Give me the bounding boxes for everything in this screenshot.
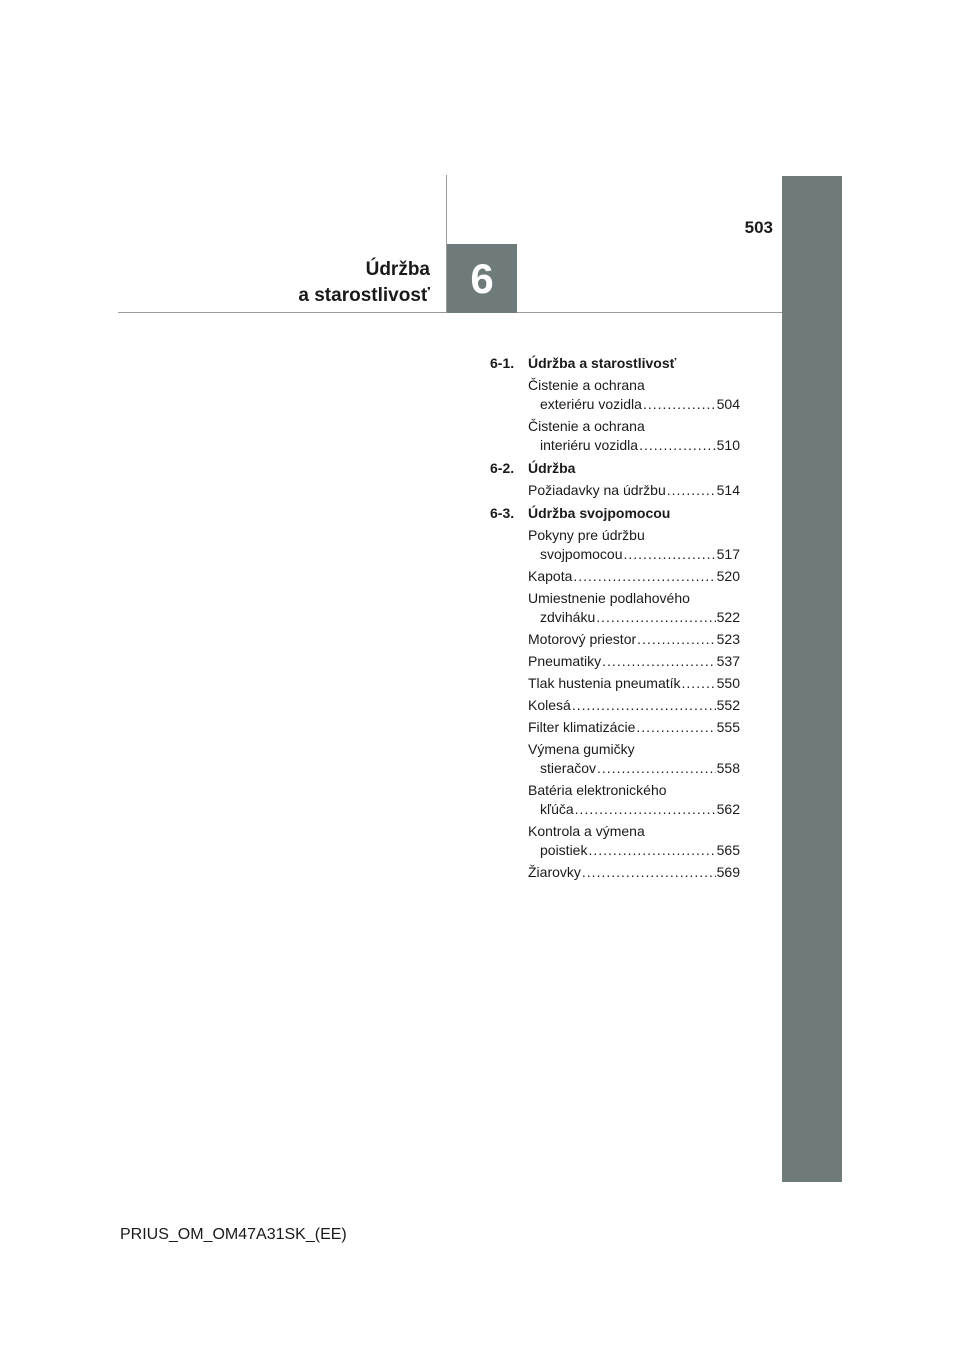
toc-entry-title: Žiarovky (528, 864, 581, 880)
toc-section-number: 6-1. (490, 355, 515, 371)
toc-entry-title-line1: Umiestnenie podlahového (528, 590, 690, 606)
toc-entry-title-line1: Čistenie a ochrana (528, 418, 645, 434)
toc-dot-leader (582, 863, 716, 882)
toc-dot-leader (637, 630, 715, 649)
toc-entry[interactable] (528, 718, 740, 737)
toc-entry[interactable] (528, 481, 740, 500)
toc-section-number: 6-3. (490, 505, 515, 521)
toc-dot-leader (639, 436, 716, 455)
toc-entry-title-line2: poistiek (540, 842, 588, 858)
toc-section-title: Údržba svojpomocou (528, 505, 671, 521)
toc-entry-page: 517 (716, 546, 740, 562)
toc-entry-title-line1: Výmena gumičky (528, 741, 635, 757)
toc-entry-page: 562 (716, 801, 740, 817)
toc-entry-title: Tlak hustenia pneumatík (528, 675, 681, 691)
toc-dot-leader (636, 718, 715, 737)
toc-entry-page: 504 (716, 396, 740, 412)
toc-section-heading[interactable] (490, 504, 740, 523)
toc-dot-leader (596, 608, 715, 627)
toc-entry-title-line1: Čistenie a ochrana (528, 377, 645, 393)
toc-section-number: 6-2. (490, 460, 515, 476)
toc-entry[interactable] (528, 652, 740, 671)
toc-dot-leader (575, 800, 716, 819)
toc-entry-page: 510 (716, 437, 740, 453)
toc-entry-page: 558 (716, 760, 740, 776)
toc-entry[interactable] (528, 740, 740, 778)
document-code-footer: PRIUS_OM_OM47A31SK_(EE) (120, 1226, 347, 1243)
toc-dot-leader (667, 481, 716, 500)
toc-entry[interactable] (528, 630, 740, 649)
toc-entry[interactable] (528, 417, 740, 455)
toc-entry-title-line2: svojpomocou (540, 546, 623, 562)
toc-entry-page: 522 (716, 609, 740, 625)
toc-entry[interactable] (528, 696, 740, 715)
toc-entry-title-line1: Kontrola a výmena (528, 823, 645, 839)
toc-entry-page: 514 (716, 482, 740, 498)
toc-dot-leader (588, 841, 715, 860)
toc-entry-title-line1: Batéria elektronického (528, 782, 667, 798)
table-of-contents (490, 354, 740, 882)
chapter-number-box: 6 (447, 244, 517, 313)
toc-entry-page: 569 (716, 864, 740, 880)
toc-entry-page: 520 (716, 568, 740, 584)
toc-entry-title: Pneumatiky (528, 653, 602, 669)
toc-dot-leader (572, 696, 716, 715)
toc-section-title: Údržba a starostlivosť (528, 355, 677, 371)
chapter-title (298, 257, 430, 309)
toc-dot-leader (682, 674, 716, 693)
toc-entry[interactable] (528, 822, 740, 860)
toc-section-heading[interactable] (490, 459, 740, 478)
toc-entry-page: 565 (716, 842, 740, 858)
chapter-side-tab (782, 176, 842, 1182)
toc-entry-title-line2: interiéru vozidla (540, 437, 639, 453)
toc-entry-title: Kolesá (528, 697, 571, 713)
toc-entry[interactable] (528, 567, 740, 586)
toc-entry[interactable] (528, 863, 740, 882)
toc-entry-page: 523 (716, 631, 740, 647)
toc-entry-title: Motorový priestor (528, 631, 637, 647)
toc-dot-leader (624, 545, 716, 564)
toc-entry-page: 537 (716, 653, 740, 669)
toc-entry-title-line2: stieračov (540, 760, 597, 776)
toc-entry-page: 550 (716, 675, 740, 691)
toc-entry[interactable] (528, 589, 740, 627)
toc-entry-title-line2: exteriéru vozidla (540, 396, 642, 412)
toc-entry[interactable] (528, 781, 740, 819)
toc-entry-title-line1: Pokyny pre údržbu (528, 527, 645, 543)
toc-entry-page: 555 (716, 719, 740, 735)
toc-dot-leader (573, 567, 715, 586)
chapter-title-line1: Údržba (365, 259, 430, 280)
page-number: 503 (744, 218, 773, 237)
toc-entry[interactable] (528, 674, 740, 693)
toc-section-title: Údržba (528, 460, 576, 476)
toc-entry-title: Filter klimatizácie (528, 719, 636, 735)
toc-entry-title: Požiadavky na údržbu (528, 482, 666, 498)
chapter-title-line2: a starostlivosť (298, 285, 430, 306)
toc-dot-leader (643, 395, 716, 414)
toc-section-heading[interactable] (490, 354, 740, 373)
toc-entry[interactable] (528, 376, 740, 414)
toc-entry-page: 552 (716, 697, 740, 713)
toc-entry-title-line2: kľúča (540, 801, 574, 817)
toc-dot-leader (602, 652, 715, 671)
toc-entry[interactable] (528, 526, 740, 564)
toc-entry-title-line2: zdviháku (540, 609, 596, 625)
toc-entry-title: Kapota (528, 568, 573, 584)
toc-dot-leader (597, 759, 716, 778)
